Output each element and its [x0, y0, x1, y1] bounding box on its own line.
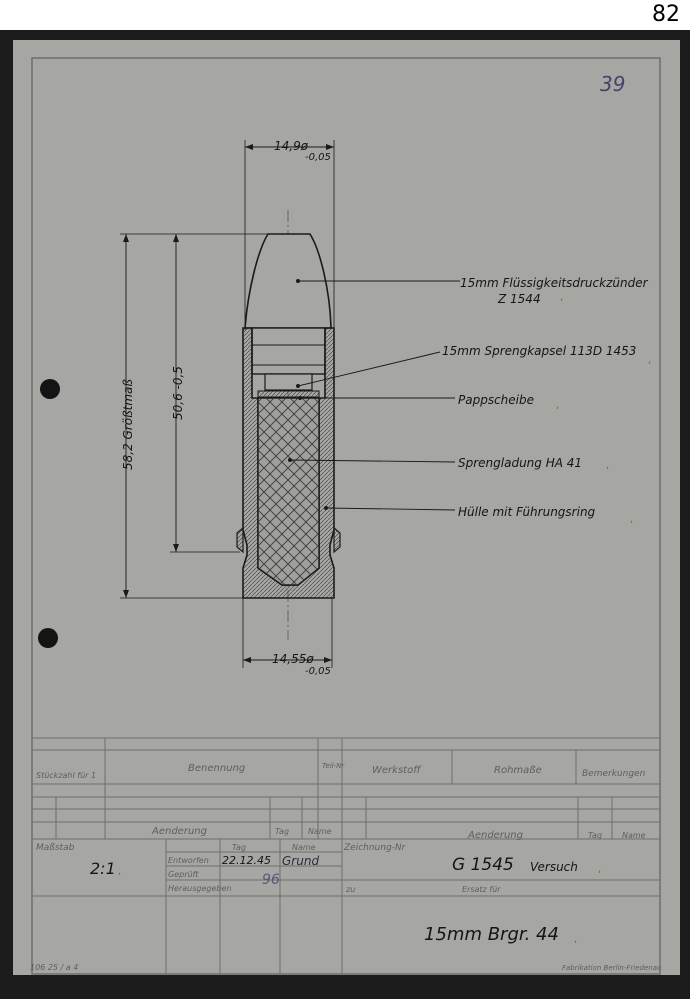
svg-text:,: ,	[648, 355, 652, 366]
header-stueckzahl: Stückzahl für 1	[36, 771, 97, 780]
svg-text:,: ,	[560, 292, 564, 303]
top-diameter: 14,9	[274, 139, 301, 153]
drawing-number: G 1545	[452, 855, 514, 875]
header-tag-right: Tag	[588, 831, 603, 840]
top-tolerance: -0,05	[305, 152, 331, 163]
header-massstab: Maßstab	[36, 843, 75, 853]
page-number: 82	[652, 2, 680, 27]
date-value: 22.12.45	[222, 854, 271, 867]
detonator-cap	[265, 374, 312, 390]
header-herausgegeben: Herausgegeben	[168, 884, 232, 893]
svg-text:,: ,	[118, 866, 122, 877]
drawing-suffix: Versuch	[530, 860, 578, 874]
svg-text:,: ,	[598, 864, 602, 875]
header-name-left: Name	[308, 827, 332, 836]
overall-length: 58,2 Größtmaß	[121, 379, 135, 470]
driving-band	[237, 528, 243, 552]
header-aenderung-right: Aenderung	[468, 830, 523, 841]
header-tag-left: Tag	[275, 827, 290, 836]
sheet-number: 39	[600, 72, 626, 96]
callout-explosive: Sprengladung HA 41	[458, 456, 583, 470]
drawing-title: 15mm Brgr. 44	[424, 924, 559, 945]
callout-fuze-model: Z 1544	[498, 292, 541, 306]
bottom-diameter: 14,55	[272, 652, 307, 666]
callout-cardboard-disc: Pappscheibe	[458, 393, 534, 407]
case-length: 50,6 -0,5	[171, 366, 185, 420]
fuze-body	[252, 328, 325, 374]
callout-fuze: 15mm Flüssigkeitsdruckzünder	[460, 276, 648, 290]
svg-text:,: ,	[574, 934, 578, 945]
header-werkstoff: Werkstoff	[372, 765, 421, 776]
header-name: Name	[292, 843, 316, 852]
footer-form-number: 106 25 / a 4	[30, 963, 79, 972]
scale-value: 2:1	[90, 859, 116, 878]
header-teil-nr: Teil-Nr	[322, 762, 345, 770]
header-tag: Tag	[232, 843, 247, 852]
header-benennung: Benennung	[188, 763, 246, 774]
header-entworfen: Entworfen	[168, 856, 209, 865]
header-zeichnung-nr: Zeichnung-Nr	[344, 843, 406, 853]
cardboard-disc	[258, 391, 319, 397]
callout-case: Hülle mit Führungsring	[458, 505, 596, 519]
svg-text:,: ,	[556, 400, 560, 411]
header-aenderung-left: Aenderung	[152, 826, 207, 837]
checked-mark: 96	[262, 872, 280, 888]
header-bemerkungen: Bemerkungen	[582, 769, 646, 779]
header-name-right: Name	[622, 831, 646, 840]
header-ersatz: Ersatz für	[462, 885, 501, 894]
callout-detonator: 15mm Sprengkapsel 113D 1453	[442, 344, 637, 358]
title-block-grid	[32, 738, 660, 974]
svg-text:14,55ø: 14,55ø	[272, 652, 314, 666]
footer-printer: Fabrikation Berlin-Friedenau	[562, 964, 662, 972]
svg-text:,: ,	[630, 514, 634, 525]
svg-text:,: ,	[606, 460, 610, 471]
header-rohmasse: Rohmaße	[494, 765, 542, 776]
drawn-by-signature: Grund	[282, 854, 320, 868]
bottom-tolerance: -0,05	[305, 666, 331, 677]
svg-text:14,9ø: 14,9ø	[274, 139, 309, 153]
header-zu: zu	[346, 885, 356, 894]
header-geprueft: Geprüft	[168, 870, 199, 879]
